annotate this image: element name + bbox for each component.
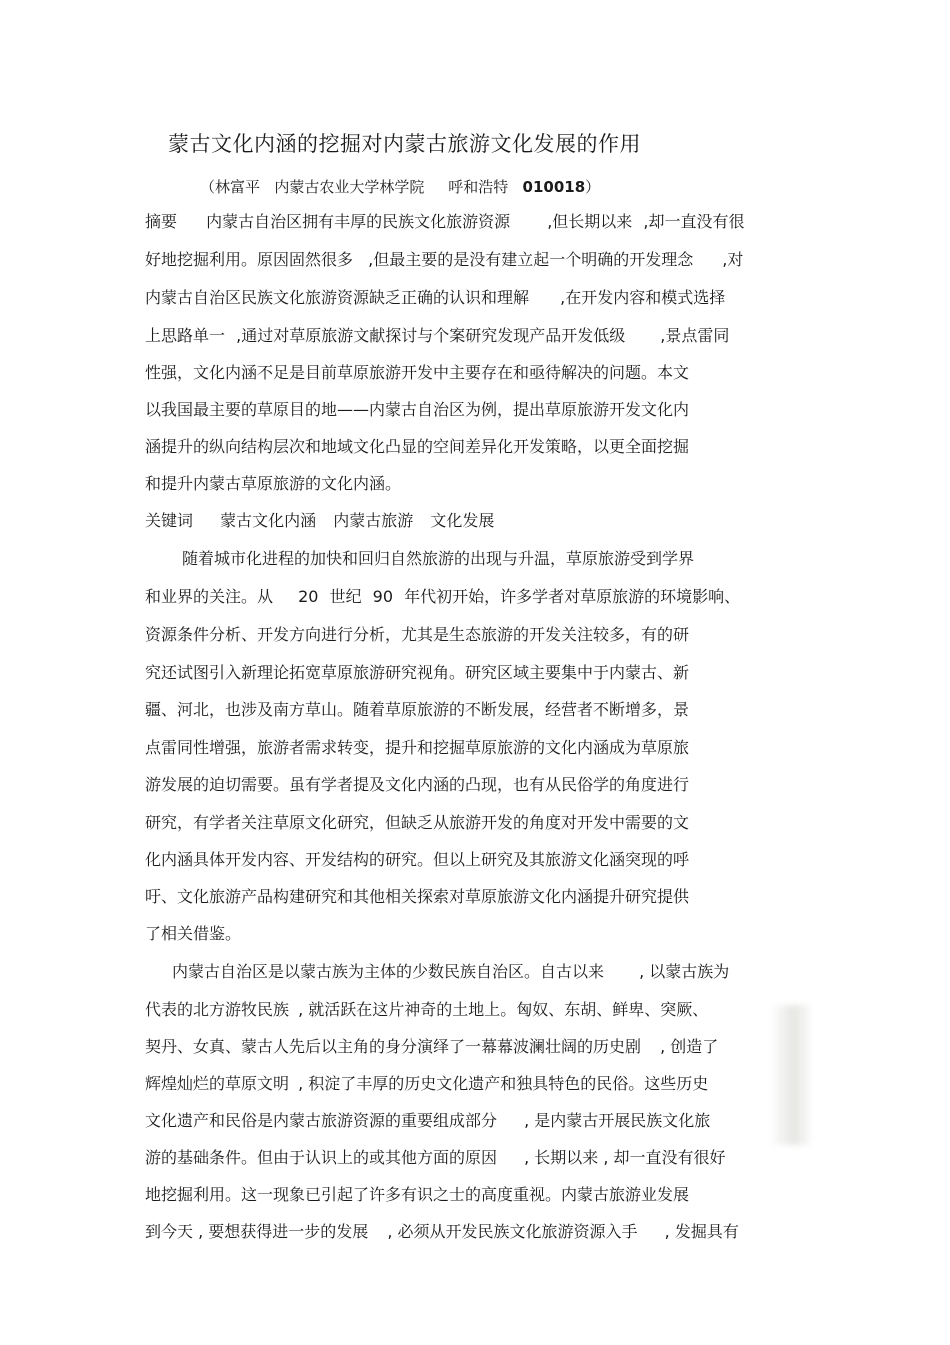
body-line bbox=[145, 1222, 739, 1242]
body-text: 代表的北方游牧民族 bbox=[145, 1000, 290, 1019]
abstract-text: ,在开发内容和模式选择 bbox=[560, 288, 726, 307]
body-line bbox=[145, 1074, 708, 1094]
paper-title: 蒙古文化内涵的挖掘对内蒙古旅游文化发展的作用 bbox=[168, 132, 641, 156]
abstract-text: 涵提升的纵向结构层次和地域文化凸显的空间差异化开发策略，以更全面挖掘 bbox=[145, 437, 690, 456]
body-line bbox=[145, 1185, 689, 1205]
body-line bbox=[145, 887, 689, 907]
keywords-label: 关键词 bbox=[145, 511, 194, 530]
body-number: 20 bbox=[298, 587, 319, 606]
body-text: 地挖掘利用。这一现象已引起了许多有识之士的高度重视。内蒙古旅游业发展 bbox=[145, 1185, 690, 1204]
body-line bbox=[145, 1111, 710, 1131]
keywords-line bbox=[145, 511, 494, 531]
keyword-item: 内蒙古旅游 bbox=[333, 511, 414, 530]
body-line bbox=[145, 1037, 718, 1057]
abstract-line bbox=[145, 400, 689, 420]
body-line bbox=[145, 813, 689, 833]
abstract-line bbox=[145, 326, 729, 346]
body-line bbox=[172, 962, 729, 982]
abstract-line bbox=[145, 437, 689, 457]
body-line bbox=[145, 700, 689, 720]
abstract-text: ,对 bbox=[722, 250, 744, 269]
scan-shadow bbox=[770, 1005, 810, 1145]
body-line bbox=[182, 549, 694, 569]
body-line bbox=[145, 663, 689, 683]
body-text: 游发展的迫切需要。虽有学者提及文化内涵的凸现，也有从民俗学的角度进行 bbox=[145, 775, 690, 794]
abstract-line bbox=[145, 474, 401, 494]
abstract-text: 内蒙古自治区拥有丰厚的民族文化旅游资源 bbox=[206, 212, 511, 231]
body-number: 90 bbox=[372, 587, 394, 606]
body-text: 游的基础条件。但由于认识上的或其他方面的原因 bbox=[145, 1148, 498, 1167]
body-line bbox=[145, 587, 740, 607]
body-text: 吁、文化旅游产品构建研究和其他相关探索对草原旅游文化内涵提升研究提供 bbox=[145, 887, 690, 906]
body-text: 年代初开始，许多学者对草原旅游的环境影响、 bbox=[404, 587, 741, 606]
body-text: 疆、河北，也涉及南方草山。随着草原旅游的不断发展，经营者不断增多，景 bbox=[145, 700, 690, 719]
body-text: 文化遗产和民俗是内蒙古旅游资源的重要组成部分 bbox=[145, 1111, 498, 1130]
body-text: , 发掘具有 bbox=[664, 1222, 739, 1241]
body-text: , 是内蒙古开展民族文化旅 bbox=[524, 1111, 711, 1130]
abstract-text: 性强，文化内涵不足是目前草原旅游开发中主要存在和亟待解决的问题。本文 bbox=[145, 363, 690, 382]
body-text: 辉煌灿烂的草原文明 bbox=[145, 1074, 290, 1093]
abstract-text: 内蒙古自治区民族文化旅游资源缺乏正确的认识和理解 bbox=[145, 288, 530, 307]
body-text: 研究，有学者关注草原文化研究，但缺乏从旅游开发的角度对开发中需要的文 bbox=[145, 813, 690, 832]
abstract-text: 和提升内蒙古草原旅游的文化内涵。 bbox=[145, 474, 402, 493]
abstract-text: ,景点雷同 bbox=[660, 326, 730, 345]
author-name: 林富平 bbox=[215, 178, 261, 196]
author-affiliation: 内蒙古农业大学林学院 bbox=[274, 178, 425, 196]
abstract-text: 上思路单一 bbox=[145, 326, 226, 345]
abstract-line bbox=[145, 212, 745, 232]
abstract-text: 以我国最主要的草原目的地——内蒙古自治区为例，提出草原旅游开发文化内 bbox=[145, 400, 690, 419]
abstract-text: 好地挖掘利用。原因固然很多 bbox=[145, 250, 354, 269]
body-text: 和业界的关注。从 bbox=[145, 587, 274, 606]
author-postcode: 010018 bbox=[522, 178, 586, 196]
body-text: , 必须从开发民族文化旅游资源入手 bbox=[387, 1222, 638, 1241]
body-text: 资源条件分析、开发方向进行分析，尤其是生态旅游的开发关注较多，有的研 bbox=[145, 625, 690, 644]
abstract-text: ,却一直没有很 bbox=[643, 212, 745, 231]
body-text: 了相关借鉴。 bbox=[145, 924, 242, 943]
body-line bbox=[145, 625, 689, 645]
author-line bbox=[200, 176, 600, 197]
body-text: 契丹、女真、蒙古人先后以主角的身分演绎了一幕幕波澜壮阔的历史剧 bbox=[145, 1037, 642, 1056]
body-text: , 创造了 bbox=[660, 1037, 719, 1056]
author-close-paren: ） bbox=[585, 178, 601, 196]
abstract-line bbox=[145, 288, 725, 308]
abstract-text: ,通过对草原旅游文献探讨与个案研究发现产品开发低级 bbox=[236, 326, 626, 345]
body-text: 究还试图引入新理论拓宽草原旅游研究视角。研究区域主要集中于内蒙古、新 bbox=[145, 663, 690, 682]
body-text: 点雷同性增强，旅游者需求转变，提升和挖掘草原旅游的文化内涵成为草原旅 bbox=[145, 738, 690, 757]
body-line bbox=[145, 1000, 708, 1020]
body-line bbox=[145, 775, 689, 795]
abstract-text: ,但最主要的是没有建立起一个明确的开发理念 bbox=[368, 250, 694, 269]
author-city: 呼和浩特 bbox=[448, 178, 509, 196]
abstract-label: 摘要 bbox=[145, 212, 178, 231]
body-text: , 积淀了丰厚的历史文化遗产和独具特色的民俗。这些历史 bbox=[298, 1074, 709, 1093]
body-text: 随着城市化进程的加快和回归自然旅游的出现与升温，草原旅游受到学界 bbox=[182, 549, 695, 568]
abstract-text: ,但长期以来 bbox=[547, 212, 633, 231]
author-open-paren: （ bbox=[200, 178, 216, 196]
body-line bbox=[145, 850, 689, 870]
body-text: 内蒙古自治区是以蒙古族为主体的少数民族自治区。自古以来 bbox=[172, 962, 605, 981]
body-line bbox=[145, 1148, 726, 1168]
body-text: , 长期以来 , 却一直没有很好 bbox=[524, 1148, 726, 1167]
body-text: 世纪 bbox=[329, 587, 362, 606]
body-text: 化内涵具体开发内容、开发结构的研究。但以上研究及其旅游文化涵突现的呼 bbox=[145, 850, 690, 869]
body-text: , 就活跃在这片神奇的土地上。匈奴、东胡、鲜卑、突厥、 bbox=[298, 1000, 709, 1019]
abstract-line bbox=[145, 363, 689, 383]
body-text: , 以蒙古族为 bbox=[639, 962, 730, 981]
body-line bbox=[145, 738, 689, 758]
body-line bbox=[145, 924, 241, 944]
keyword-item: 蒙古文化内涵 bbox=[220, 511, 317, 530]
keyword-item: 文化发展 bbox=[430, 511, 495, 530]
body-text: 到今天 , 要想获得进一步的发展 bbox=[145, 1222, 369, 1241]
abstract-line bbox=[145, 250, 743, 270]
